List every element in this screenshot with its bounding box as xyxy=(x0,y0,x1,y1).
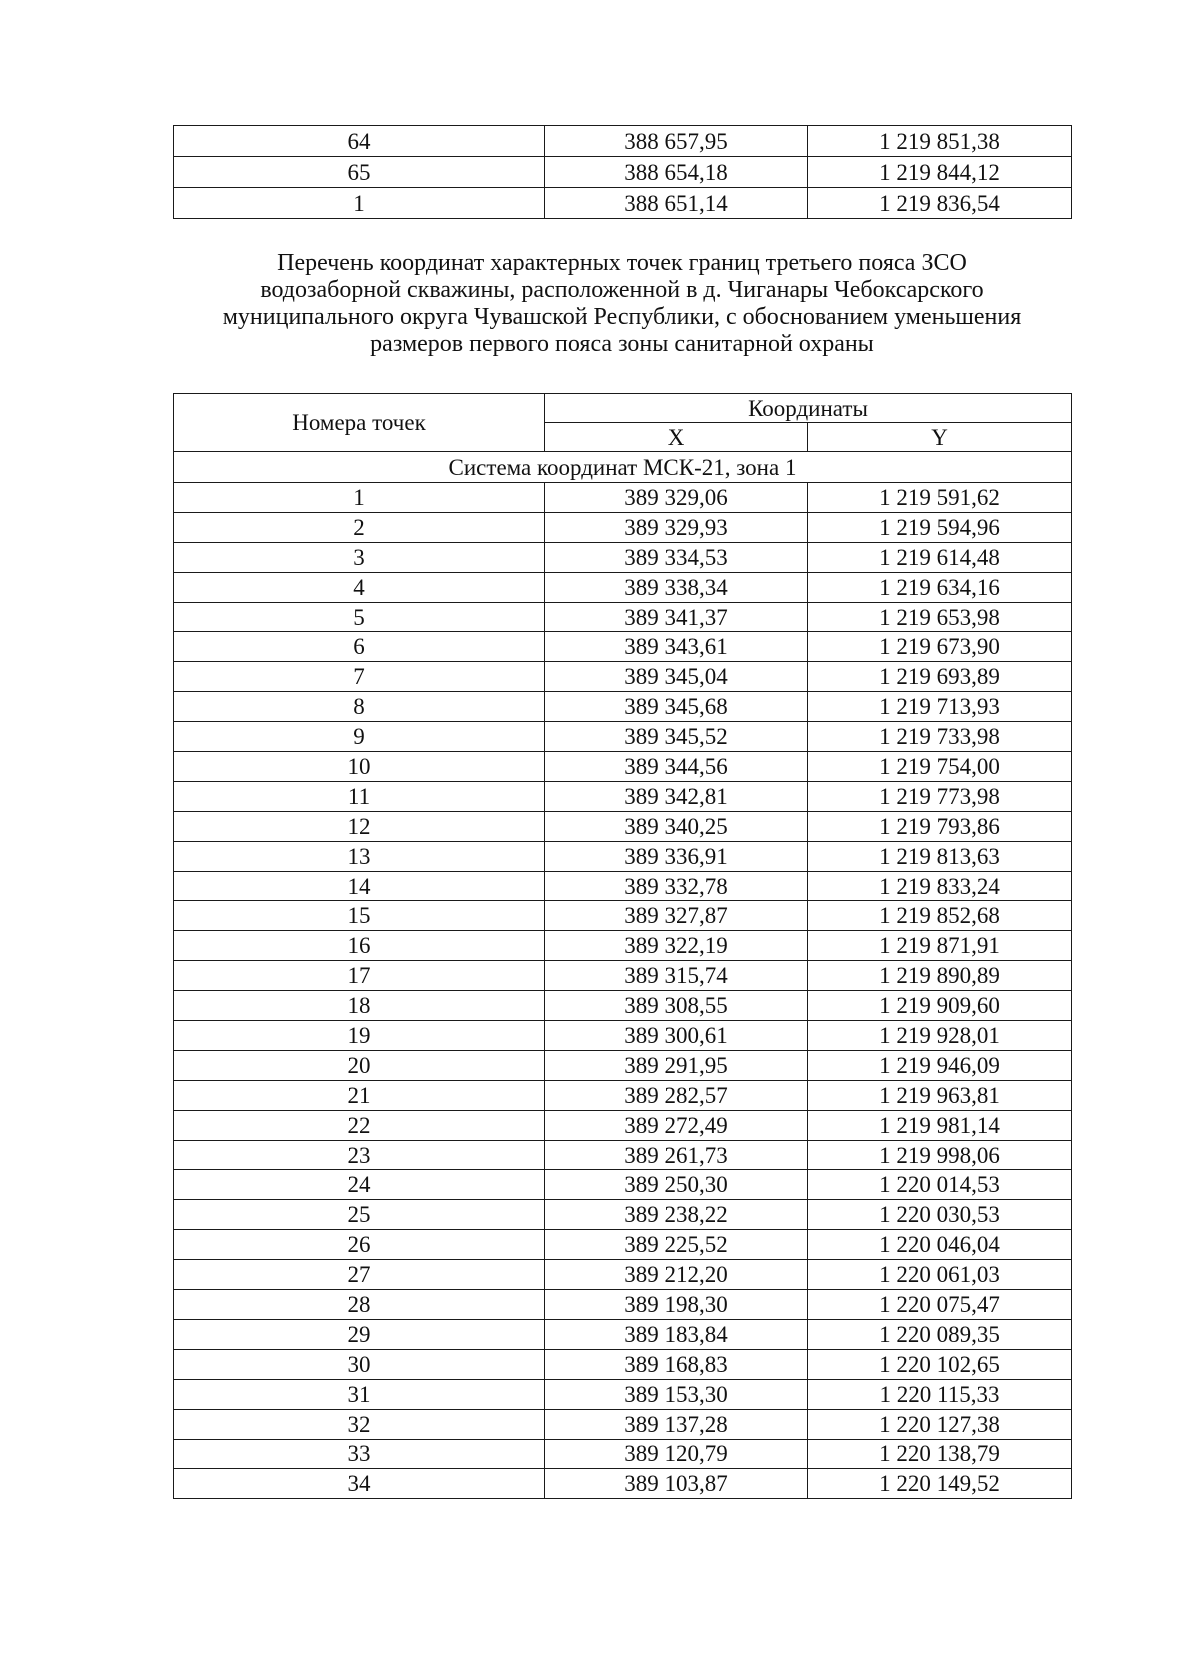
x-coordinate-cell: 388 657,95 xyxy=(545,126,808,157)
table-row xyxy=(174,602,1072,632)
table-row xyxy=(174,1200,1072,1230)
point-number-cell: 21 xyxy=(174,1080,545,1110)
y-coordinate-cell: 1 220 075,47 xyxy=(808,1290,1072,1320)
point-number-cell: 22 xyxy=(174,1110,545,1140)
y-coordinate-cell: 1 220 046,04 xyxy=(808,1230,1072,1260)
y-coordinate-cell: 1 219 871,91 xyxy=(808,931,1072,961)
coordinates-table-body xyxy=(174,483,1072,1499)
table-row xyxy=(174,1409,1072,1439)
title-line: Перечень координат характерных точек границ третьего пояса ЗСО xyxy=(277,250,967,276)
x-coordinate-cell: 389 338,34 xyxy=(545,572,808,602)
y-coordinate-cell: 1 219 890,89 xyxy=(808,961,1072,991)
x-coordinate-cell: 389 315,74 xyxy=(545,961,808,991)
header-x: X xyxy=(545,423,808,452)
y-coordinate-cell: 1 220 115,33 xyxy=(808,1379,1072,1409)
x-coordinate-cell: 389 120,79 xyxy=(545,1439,808,1469)
point-number-cell: 10 xyxy=(174,752,545,782)
x-coordinate-cell: 389 345,52 xyxy=(545,722,808,752)
point-number-cell: 32 xyxy=(174,1409,545,1439)
table-row xyxy=(174,1319,1072,1349)
point-number-cell: 12 xyxy=(174,811,545,841)
x-coordinate-cell: 389 308,55 xyxy=(545,991,808,1021)
table-row xyxy=(174,692,1072,722)
table-row xyxy=(174,572,1072,602)
x-coordinate-cell: 389 329,93 xyxy=(545,512,808,542)
y-coordinate-cell: 1 219 733,98 xyxy=(808,722,1072,752)
x-coordinate-cell: 389 345,68 xyxy=(545,692,808,722)
y-coordinate-cell: 1 219 793,86 xyxy=(808,811,1072,841)
point-number-cell: 2 xyxy=(174,512,545,542)
point-number-cell: 8 xyxy=(174,692,545,722)
y-coordinate-cell: 1 219 833,24 xyxy=(808,871,1072,901)
y-coordinate-cell: 1 219 614,48 xyxy=(808,542,1072,572)
y-coordinate-cell: 1 220 127,38 xyxy=(808,1409,1072,1439)
table-row xyxy=(174,1379,1072,1409)
y-coordinate-cell: 1 220 030,53 xyxy=(808,1200,1072,1230)
title-line: муниципального округа Чувашской Республики, с обоснованием уменьшения xyxy=(222,304,1022,330)
x-coordinate-cell: 388 651,14 xyxy=(545,188,808,219)
document-title xyxy=(173,250,1071,358)
y-coordinate-cell: 1 219 673,90 xyxy=(808,632,1072,662)
table-row xyxy=(174,1439,1072,1469)
y-coordinate-cell: 1 219 594,96 xyxy=(808,512,1072,542)
x-coordinate-cell: 389 342,81 xyxy=(545,781,808,811)
x-coordinate-cell: 389 336,91 xyxy=(545,841,808,871)
point-number-cell: 28 xyxy=(174,1290,545,1320)
x-coordinate-cell: 389 341,37 xyxy=(545,602,808,632)
x-coordinate-cell: 389 272,49 xyxy=(545,1110,808,1140)
x-coordinate-cell: 389 344,56 xyxy=(545,752,808,782)
point-number-cell: 24 xyxy=(174,1170,545,1200)
point-number-cell: 4 xyxy=(174,572,545,602)
point-number-cell: 65 xyxy=(174,157,545,188)
table-row xyxy=(174,1230,1072,1260)
table-row xyxy=(174,722,1072,752)
y-coordinate-cell: 1 219 634,16 xyxy=(808,572,1072,602)
x-coordinate-cell: 389 322,19 xyxy=(545,931,808,961)
point-number-cell: 29 xyxy=(174,1319,545,1349)
table-row xyxy=(174,1170,1072,1200)
point-number-cell: 30 xyxy=(174,1349,545,1379)
y-coordinate-cell: 1 219 773,98 xyxy=(808,781,1072,811)
table-row xyxy=(174,1110,1072,1140)
point-number-cell: 15 xyxy=(174,901,545,931)
table-row xyxy=(174,871,1072,901)
header-point-numbers: Номера точек xyxy=(174,394,545,452)
table-row xyxy=(174,811,1072,841)
x-coordinate-cell: 389 183,84 xyxy=(545,1319,808,1349)
y-coordinate-cell: 1 219 591,62 xyxy=(808,483,1072,513)
continuation-table xyxy=(173,125,1072,219)
table-row xyxy=(174,781,1072,811)
x-coordinate-cell: 389 340,25 xyxy=(545,811,808,841)
y-coordinate-cell: 1 220 061,03 xyxy=(808,1260,1072,1290)
y-coordinate-cell: 1 219 836,54 xyxy=(808,188,1072,219)
coordinate-system-row: Система координат МСК-21, зона 1 xyxy=(174,452,1072,483)
y-coordinate-cell: 1 219 981,14 xyxy=(808,1110,1072,1140)
y-coordinate-cell: 1 220 149,52 xyxy=(808,1469,1072,1499)
table-row xyxy=(174,931,1072,961)
x-coordinate-cell: 389 198,30 xyxy=(545,1290,808,1320)
x-coordinate-cell: 389 261,73 xyxy=(545,1140,808,1170)
y-coordinate-cell: 1 219 653,98 xyxy=(808,602,1072,632)
table-row xyxy=(174,188,1072,219)
table-row xyxy=(174,126,1072,157)
header-y: Y xyxy=(808,423,1072,452)
x-coordinate-cell: 389 168,83 xyxy=(545,1349,808,1379)
point-number-cell: 25 xyxy=(174,1200,545,1230)
title-line: водозаборной скважины, расположенной в д. Чиганары Чебоксарского xyxy=(260,277,984,303)
x-coordinate-cell: 389 212,20 xyxy=(545,1260,808,1290)
table-row xyxy=(174,961,1072,991)
header-coordinates: Координаты xyxy=(545,394,1072,423)
point-number-cell: 64 xyxy=(174,126,545,157)
point-number-cell: 7 xyxy=(174,662,545,692)
x-coordinate-cell: 389 250,30 xyxy=(545,1170,808,1200)
x-coordinate-cell: 389 225,52 xyxy=(545,1230,808,1260)
continuation-table-body xyxy=(174,126,1072,219)
x-coordinate-cell: 389 153,30 xyxy=(545,1379,808,1409)
y-coordinate-cell: 1 220 138,79 xyxy=(808,1439,1072,1469)
y-coordinate-cell: 1 220 014,53 xyxy=(808,1170,1072,1200)
x-coordinate-cell: 389 329,06 xyxy=(545,483,808,513)
table-row xyxy=(174,752,1072,782)
table-row xyxy=(174,1260,1072,1290)
y-coordinate-cell: 1 219 852,68 xyxy=(808,901,1072,931)
point-number-cell: 20 xyxy=(174,1050,545,1080)
y-coordinate-cell: 1 220 102,65 xyxy=(808,1349,1072,1379)
x-coordinate-cell: 389 345,04 xyxy=(545,662,808,692)
x-coordinate-cell: 389 343,61 xyxy=(545,632,808,662)
point-number-cell: 26 xyxy=(174,1230,545,1260)
x-coordinate-cell: 388 654,18 xyxy=(545,157,808,188)
point-number-cell: 1 xyxy=(174,188,545,219)
point-number-cell: 19 xyxy=(174,1021,545,1051)
point-number-cell: 13 xyxy=(174,841,545,871)
table-row xyxy=(174,542,1072,572)
y-coordinate-cell: 1 219 844,12 xyxy=(808,157,1072,188)
table-row xyxy=(174,1080,1072,1110)
y-coordinate-cell: 1 219 963,81 xyxy=(808,1080,1072,1110)
y-coordinate-cell: 1 219 946,09 xyxy=(808,1050,1072,1080)
point-number-cell: 3 xyxy=(174,542,545,572)
table-row xyxy=(174,483,1072,513)
table-row xyxy=(174,1469,1072,1499)
point-number-cell: 31 xyxy=(174,1379,545,1409)
table-row xyxy=(174,662,1072,692)
table-row xyxy=(174,1140,1072,1170)
y-coordinate-cell: 1 220 089,35 xyxy=(808,1319,1072,1349)
table-row xyxy=(174,991,1072,1021)
point-number-cell: 5 xyxy=(174,602,545,632)
point-number-cell: 18 xyxy=(174,991,545,1021)
x-coordinate-cell: 389 327,87 xyxy=(545,901,808,931)
x-coordinate-cell: 389 300,61 xyxy=(545,1021,808,1051)
point-number-cell: 23 xyxy=(174,1140,545,1170)
point-number-cell: 1 xyxy=(174,483,545,513)
x-coordinate-cell: 389 103,87 xyxy=(545,1469,808,1499)
x-coordinate-cell: 389 238,22 xyxy=(545,1200,808,1230)
x-coordinate-cell: 389 282,57 xyxy=(545,1080,808,1110)
x-coordinate-cell: 389 332,78 xyxy=(545,871,808,901)
point-number-cell: 16 xyxy=(174,931,545,961)
y-coordinate-cell: 1 219 909,60 xyxy=(808,991,1072,1021)
point-number-cell: 6 xyxy=(174,632,545,662)
y-coordinate-cell: 1 219 813,63 xyxy=(808,841,1072,871)
table-row xyxy=(174,1050,1072,1080)
coordinates-table xyxy=(173,393,1072,1499)
y-coordinate-cell: 1 219 754,00 xyxy=(808,752,1072,782)
table-row xyxy=(174,1021,1072,1051)
y-coordinate-cell: 1 219 998,06 xyxy=(808,1140,1072,1170)
table-row xyxy=(174,512,1072,542)
table-row xyxy=(174,157,1072,188)
point-number-cell: 14 xyxy=(174,871,545,901)
table-row xyxy=(174,632,1072,662)
point-number-cell: 11 xyxy=(174,781,545,811)
table-row xyxy=(174,841,1072,871)
y-coordinate-cell: 1 219 693,89 xyxy=(808,662,1072,692)
point-number-cell: 17 xyxy=(174,961,545,991)
y-coordinate-cell: 1 219 851,38 xyxy=(808,126,1072,157)
x-coordinate-cell: 389 137,28 xyxy=(545,1409,808,1439)
table-row xyxy=(174,1349,1072,1379)
table-header xyxy=(174,394,1072,452)
title-line: размеров первого пояса зоны санитарной охраны xyxy=(370,331,874,357)
table-row xyxy=(174,901,1072,931)
x-coordinate-cell: 389 291,95 xyxy=(545,1050,808,1080)
point-number-cell: 33 xyxy=(174,1439,545,1469)
point-number-cell: 34 xyxy=(174,1469,545,1499)
point-number-cell: 9 xyxy=(174,722,545,752)
y-coordinate-cell: 1 219 713,93 xyxy=(808,692,1072,722)
table-row xyxy=(174,1290,1072,1320)
point-number-cell: 27 xyxy=(174,1260,545,1290)
x-coordinate-cell: 389 334,53 xyxy=(545,542,808,572)
y-coordinate-cell: 1 219 928,01 xyxy=(808,1021,1072,1051)
